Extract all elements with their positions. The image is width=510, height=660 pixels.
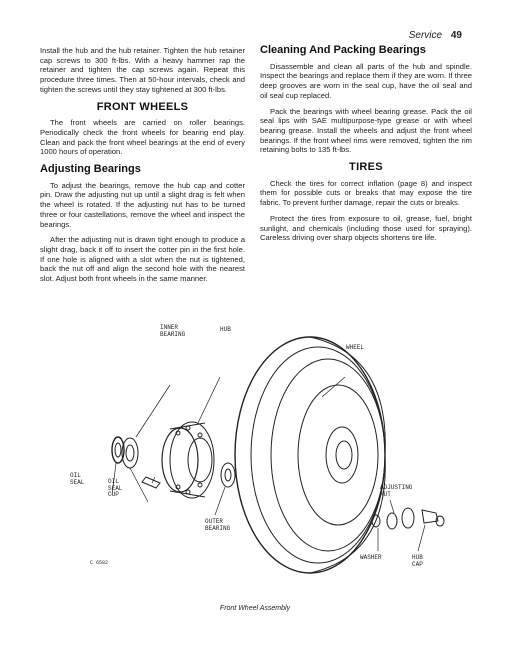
heading-front-wheels: FRONT WHEELS	[96, 100, 189, 113]
oil-seal-cup-illustration	[142, 477, 160, 488]
label-oil-seal-cup: OIL SEAL CUP	[108, 478, 123, 498]
paragraph: Install the hub and the hub retainer. Tighten the hub retainer cap screws to 300 ft-lbs. With a heavy hammer rap the retainer and tighten the cap screws again. Repeat this procedure three times. Then at 50-hour intervals, check and tighten the screws until they stay tightened at 300 ft-lbs.	[40, 46, 245, 94]
front-wheel-assembly-figure	[60, 325, 460, 600]
page-header	[409, 30, 462, 41]
figure-caption: Front Wheel Assembly	[219, 605, 291, 612]
paragraph: Pack the bearings with wheel bearing grease. Pack the oil seal lips with SAE multipurpose-type grease or with wheel bearing grease. Install the wheels and adjust the front wheel bearings. If the front wheel rims were removed, tighten the rim retaining bolts to 135 ft-lbs.	[260, 106, 472, 155]
label-wheel: WHEEL	[346, 344, 365, 351]
left-column	[40, 46, 245, 290]
wheel-exploded-diagram	[60, 325, 460, 600]
wheel-illustration	[235, 337, 385, 573]
label-hub-cap: HUB CAP	[412, 554, 423, 568]
paragraph: Protect the tires from exposure to oil, grease, fuel, bright sunlight, and chemicals (including those used for spraying). Careless driving over sharp objects shortens tire life.	[260, 213, 472, 243]
heading-tires: TIRES	[349, 161, 383, 174]
label-inner-bearing: INNER BEARING	[160, 324, 186, 338]
heading-cleaning-packing: Cleaning And Packing Bearings	[260, 44, 426, 56]
page-number: 49	[450, 30, 462, 41]
label-adjusting-nut: ADJUSTING NUT	[380, 484, 413, 498]
paragraph: After the adjusting nut is drawn tight enough to produce a slight drag, back it off to insert the cotter pin in the first hole. If one hole is aligned with a slot when the nut is tightened, back the nut off and align the second hole with the nearest slot. Adjust both front wheels in the same manner.	[40, 235, 245, 284]
paragraph: The front wheels are carried on roller bearings. Periodically check the front wheels for bearing end play. Clean and pack the front wheel bearings at the end of every 1000 hours of operation.	[40, 118, 245, 157]
section-name: Service	[408, 30, 443, 41]
right-column	[260, 46, 472, 249]
small-parts-illustration	[372, 508, 444, 529]
label-oil-seal: OIL SEAL	[70, 472, 85, 486]
paragraph: To adjust the bearings, remove the hub cap and cotter pin. Draw the adjusting nut up until a slight drag is felt when the wheel is rotated. If the adjusting nut has to be turned three or four castellations, remove the wheel and inspect the bearings.	[40, 180, 245, 229]
outer-bearing-illustration	[221, 463, 235, 487]
paragraph: Disassemble and clean all parts of the hub and spindle. Inspect the bearings and replace them if they are worn. If three deep grooves are worn in the seal cup, have the oil seal and oil seal cup replaced.	[260, 61, 472, 100]
label-outer-bearing: OUTER BEARING	[205, 518, 231, 532]
paragraph: Check the tires for correct inflation (page 8) and inspect them for possible cuts or breaks that may expose the tire fabric. To prevent further damage, repair the cuts or breaks.	[260, 178, 472, 208]
label-washer: WASHER	[360, 554, 382, 561]
hub-illustration	[162, 422, 214, 498]
figure-code: C 6582	[90, 560, 109, 566]
heading-adjusting-bearings: Adjusting Bearings	[40, 163, 141, 176]
label-hub: HUB	[220, 326, 231, 333]
